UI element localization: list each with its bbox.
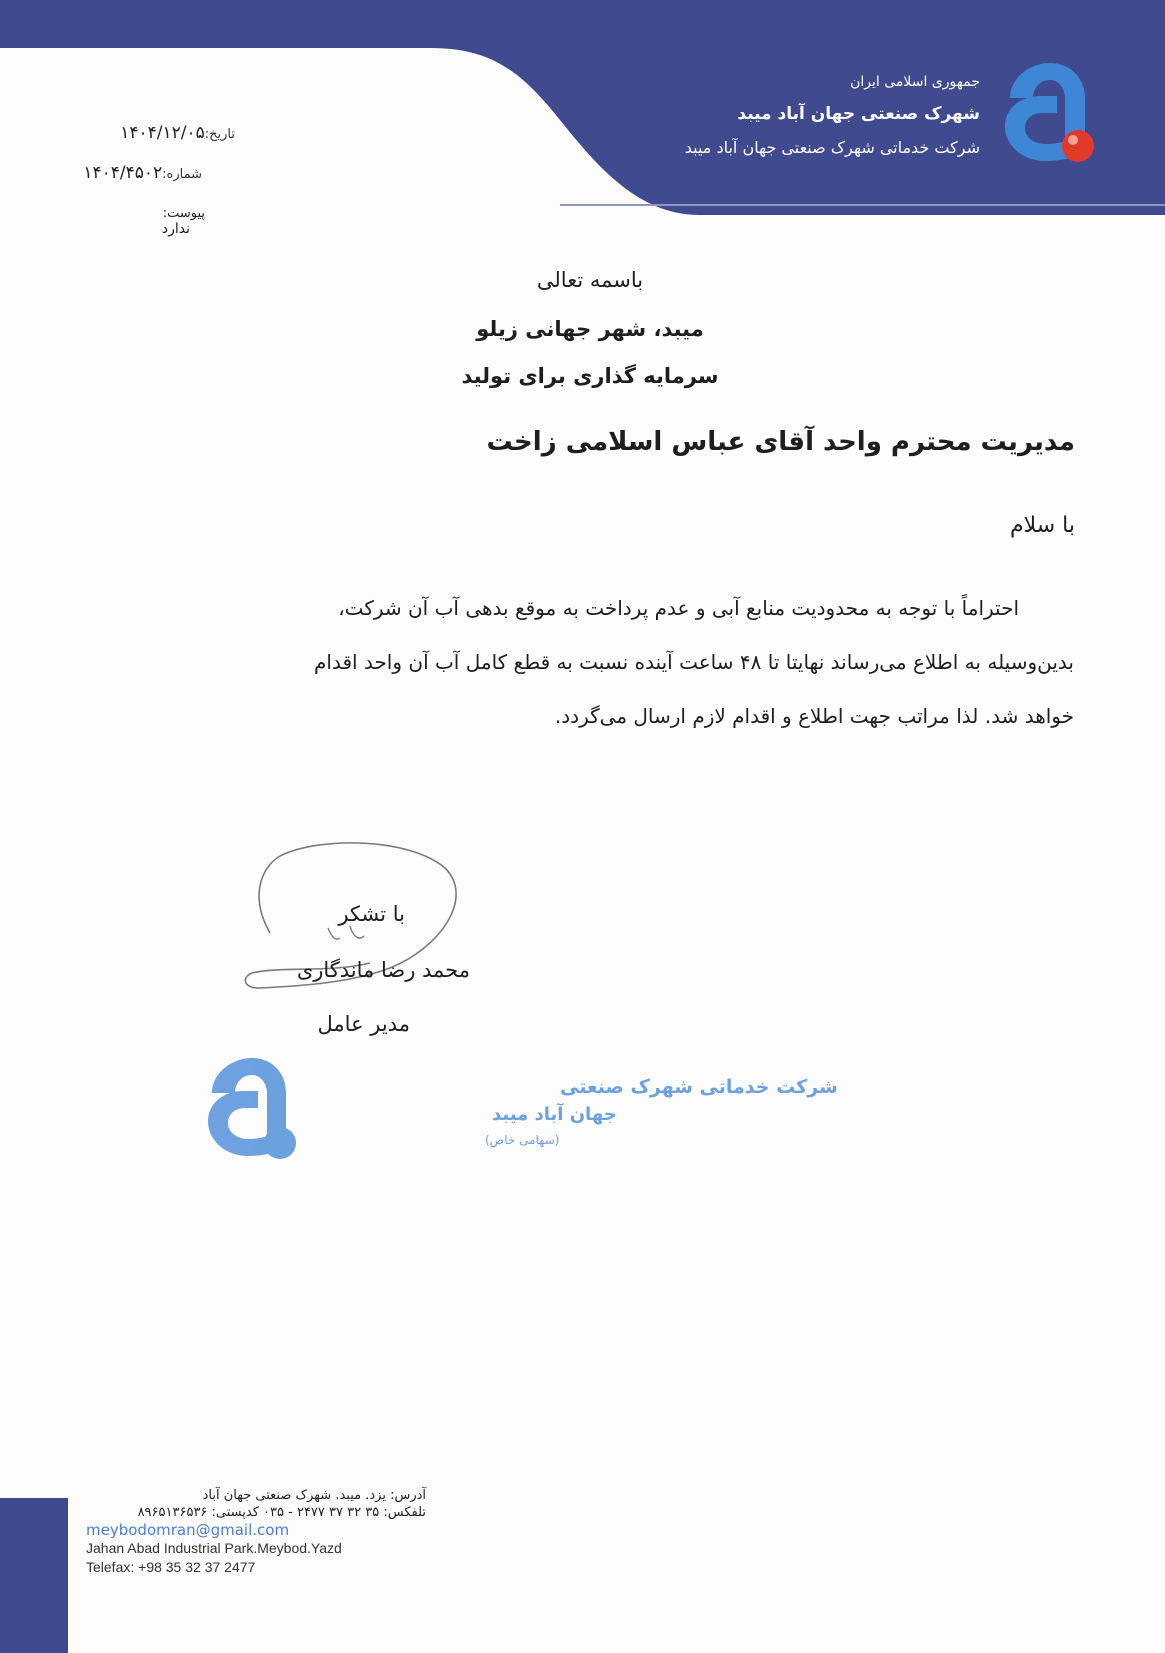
number-value: ۱۴۰۴/۴۵۰۲ [83,163,163,183]
address-line-1: میبد، شهر جهانی زیلو [476,317,704,341]
footer-phone: تلفکس: ۳۵ ۳۲ ۳۷ ۲۴۷۷ - ۰۳۵ کدپستی: ۸۹۶۵۱۳۶۵۳۶ [137,1505,426,1520]
stamp-line-2: جهان آباد میبد [492,1104,617,1125]
signer-name: محمد رضا ماندگاری [296,958,470,982]
number-label: شماره: [162,167,202,182]
footer-bar [0,1498,68,1653]
recipient: مدیریت محترم واحد آقای عباس اسلامی زاخت [486,427,1075,457]
address-line-2: سرمایه گذاری برای تولید [461,364,719,388]
letter-body [124,581,1074,743]
closing: با تشکر [338,902,405,926]
stamp-line-3: (سهامی خاص) [485,1133,560,1147]
greeting: با سلام [1009,513,1075,538]
footer [86,1487,506,1577]
number-field [83,163,202,183]
org-line-1: جمهوری اسلامی ایران [850,74,980,90]
footer-telefax: Telefax: +98 35 32 37 2477 [86,1559,256,1575]
date-value: ۱۴۰۴/۱۲/۰۵ [120,123,205,143]
attachment-label: پیوست: [162,206,205,221]
company-logo-icon [995,58,1105,168]
date-field [120,123,235,143]
body-line-3: خواهد شد. لذا مراتب جهت اطلاع و اقدام لازم ارسال می‌گردد. [554,704,1074,728]
signer-title: مدیر عامل [317,1012,410,1036]
body-line-2: بدین‌وسیله به اطلاع می‌رساند نهایتا تا ۴۸ ساعت آینده نسبت به قطع کامل آب آن واحد اقدام [314,650,1074,674]
company-stamp-icon [200,1048,838,1168]
footer-address: آدرس: یزد. میبد. شهرک صنعتی جهان آباد [202,1488,426,1503]
org-line-2: شهرک صنعتی جهان آباد میبد [737,104,980,124]
footer-email: meybodomran@gmail.com [86,1521,290,1539]
footer-address-en: Jahan Abad Industrial Park.Meybod.Yazd [86,1540,342,1556]
header-band [0,0,1165,230]
org-line-3: شرکت خدماتی شهرک صنعتی جهان آباد میبد [684,138,980,157]
bismillah: باسمه تعالی [536,268,644,292]
stamp-line-1: شرکت خدماتی شهرک صنعتی [560,1076,838,1098]
body-line-1: احتراماً با توجه به محدودیت منابع آبی و عدم پرداخت به موقع بدهی آب آن شرکت، [338,596,1019,620]
attachment-value: ندارد [161,221,190,237]
date-label: تاریخ: [204,127,235,142]
